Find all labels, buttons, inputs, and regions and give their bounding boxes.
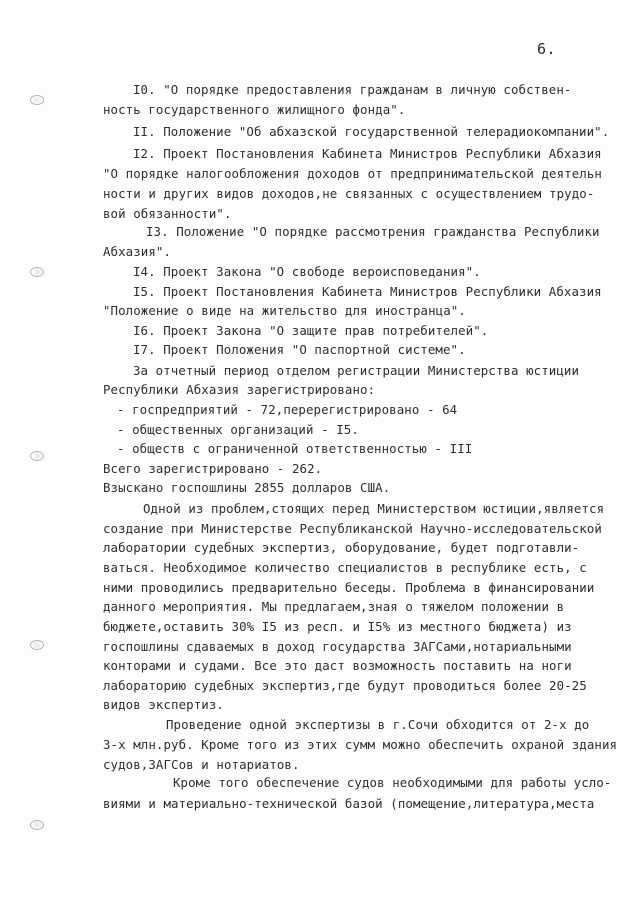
text-line: Республики Абхазия зарегистрировано: [103, 382, 376, 397]
text-line: Всего зарегистрировано - 262. [103, 461, 323, 476]
text-line: лабораторию судебных экспертиз,где будут проводиться более 20-25 [103, 678, 587, 693]
text-line: II. Положение "Об абхазской государственной телерадиокомпании". [133, 124, 610, 139]
text-line: 3-х млн.руб. Кроме того из этих сумм можно обеспечить охраной здания [103, 737, 618, 752]
text-line: "Положение о виде на жительство для иностранца". [103, 303, 466, 318]
text-line: бюджете,оставить 30% I5 из респ. и I5% из местного бюджета) из [103, 619, 572, 634]
text-line: госпошлины сдаваемых в доход государства ЗАГСами,нотариальными [103, 639, 572, 654]
binder-hole [30, 820, 44, 830]
text-line: Проведение одной экспертизы в г.Сочи обходится от 2-х до [166, 717, 590, 732]
text-line: Взыскано госпошлины 2855 долларов США. [103, 480, 391, 495]
text-line: виями и материально-технической базой (помещение,литература,места [103, 796, 595, 811]
text-line: I3. Положение "О порядке рассмотрения гражданства Республики [146, 224, 600, 239]
text-line: ваться. Необходимое количество специалистов в республике есть, с [103, 560, 587, 575]
text-line: ними проводились предварительно беседы. Проблема в финансировании [103, 580, 595, 595]
binder-hole [30, 451, 44, 461]
text-line: создание при Министерстве Республиканской Научно-исследовательской [103, 521, 602, 536]
page-number: 6. [537, 40, 557, 58]
text-line: - общественных организаций - I5. [117, 422, 359, 437]
text-line: Абхазия". [103, 244, 172, 259]
text-line: ности и других видов доходов,не связанных с осуществлением трудо- [103, 186, 595, 201]
text-line: данного мероприятия. Мы предлагаем,зная о тяжелом положении в [103, 599, 565, 614]
binder-hole [30, 95, 44, 105]
text-line: За отчетный период отделом регистрации Министерства юстиции [133, 363, 580, 378]
binder-hole [30, 640, 44, 650]
text-line: I4. Проект Закона "О свободе вероисповедания". [133, 264, 481, 279]
text-line: - госпредприятий - 72,перерегистрировано - 64 [117, 402, 458, 417]
text-line: I5. Проект Постановления Кабинета Министров Республики Абхазия [133, 284, 602, 299]
text-line: I6. Проект Закона "О защите прав потребителей". [133, 323, 489, 338]
text-line: I7. Проект Положения "О паспортной системе". [133, 342, 466, 357]
text-line: видов экспертиз. [103, 697, 224, 712]
binder-hole [30, 267, 44, 277]
text-line: - обществ с ограниченной ответственностью - III [117, 441, 473, 456]
text-line: Кроме того обеспечение судов необходимыми для работы усло- [173, 775, 612, 790]
text-line: Одной из проблем,стоящих перед Министерством юстиции,является [143, 501, 605, 516]
text-line: конторами и судами. Все это даст возможность поставить на ноги [103, 658, 572, 673]
text-line: ность государственного жилищного фонда". [103, 102, 406, 117]
text-line: лаборатории судебных экспертиз, оборудование, будет подготавли- [103, 540, 580, 555]
text-line: "О порядке налогообложения доходов от предпринимательской деятельн [103, 166, 602, 181]
text-line: вой обязанности". [103, 206, 232, 221]
text-line: судов,ЗАГСов и нотариатов. [103, 757, 300, 772]
text-line: I2. Проект Постановления Кабинета Министров Республики Абхазия [133, 146, 602, 161]
text-line: I0. "О порядке предоставления гражданам в личную собствен- [133, 82, 572, 97]
